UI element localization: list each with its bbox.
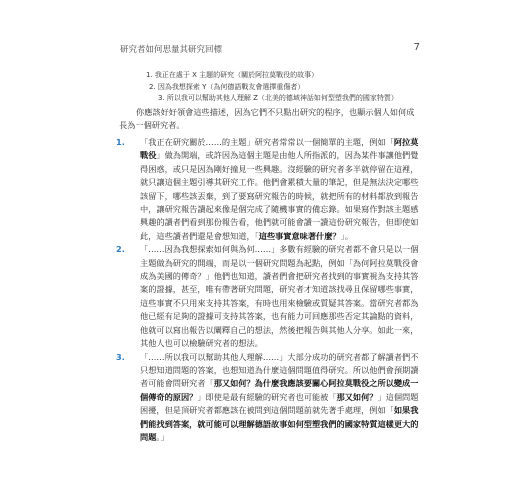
list-item bbox=[116, 243, 420, 350]
emphasized-text: 阿拉莫戰役 bbox=[140, 137, 419, 161]
text-segment: 「我正在研究關於……的主題」研究者常常以一個簡單的主題，例如「 bbox=[140, 137, 394, 147]
step-3: 3. 所以我可以幫助其他人理解 Z（北美的德域神話如何型塑我們的國家特質） bbox=[158, 94, 398, 102]
running-header bbox=[120, 43, 420, 59]
emphasized-text: 這些事實意味著什麼？ bbox=[258, 230, 341, 241]
text-segment: 「……所以我可以幫助其他人理解……」大部分成功的研究者都了解讀者們不只想知道問題的答案，也想知道為什麼這個問題值得研究。所以他們會預期讀者可能會問研究者「 bbox=[140, 351, 419, 389]
list-item-number: 2. bbox=[116, 244, 125, 255]
intro-text: 你應該好好領會這些描述，因為它們不只點出研究的程序，也顯示個人如何成長為一個研究者。 bbox=[119, 107, 415, 131]
list-item-text bbox=[140, 243, 420, 350]
research-steps-list bbox=[146, 70, 406, 105]
emphasized-text: 那又如何？為什麼我應該要關心阿拉莫戰役之所以變成一個傳奇的原因？ bbox=[140, 378, 419, 402]
text-segment: 「……因為我想探索如何與為何……」多數有經驗的研究者都不會只是以一個主題做為研究的開端，而是以一個研究問題為起點，例如「為何阿拉莫戰役會成為美國的傳奇？」他們也知道，讀者們會把研究者找到的事實視為支持其答案的證據，甚至，唯有帶著研究問題，研究者才知道該找尋且保留哪些事實，這些事實不只用來支持其答案，有時也用來檢驗或質疑其答案。當研究者都為他已經有足夠的證據可支持其答案，也有能力可回應那些否定其論點的資料，他就可以寫出報告以闡釋自己的想法，然後把報告與其他人分享。如此一來，其他人也可以檢驗研究者的想法。 bbox=[140, 244, 419, 349]
text-segment: 」即使是最有經驗的研究者也可能被「 bbox=[197, 391, 337, 402]
list-item-number: 1. bbox=[116, 137, 125, 147]
emphasized-text: 那又如何？ bbox=[336, 391, 378, 402]
text-segment: 」這個問題困擾，但是頂研究者都應該在被問到這個問題前就先著手處理，例如「 bbox=[140, 391, 419, 416]
list-item-number: 3. bbox=[116, 351, 125, 362]
list-item-text bbox=[140, 136, 420, 243]
step-2: 2. 因為我想探索 Y（為何德語戰友會選擇重傷者） bbox=[149, 82, 305, 91]
list-item bbox=[116, 351, 420, 445]
list-item bbox=[116, 136, 420, 243]
numbered-list bbox=[116, 136, 420, 444]
emphasized-text: 如果我們能找到答案，就可能可以理解德語故事如何型塑我們的國家特質這樣更大的問題 bbox=[140, 405, 419, 442]
step-1: 1. 我正在處于 X 主題的研究（關於阿拉莫戰役的故事） bbox=[146, 71, 319, 79]
page-number: 7 bbox=[413, 42, 420, 53]
text-segment: 」。 bbox=[340, 230, 353, 241]
text-segment: 。」 bbox=[156, 431, 169, 442]
intro-paragraph bbox=[119, 106, 419, 133]
header-title: 研究者如何思量其研究回標 bbox=[120, 45, 223, 55]
text-segment: 」做為開端，或許因為這個主題是由他人所指派的，因為某件事讓他們覺得困惑，或只是因為剛好撞見一些興趣。沒經驗的研究者多半就停留在這裡，就只讓這個主題引導其研究工作。他們會累積大量的筆記，但是無法決定哪些該留下，哪些該丟棄，到了要寫研究報告的時候，就把所有的材料都放到報告中，讓研究報告讀起來像是個完成了隨機事實的備忘錄。如果寫作對該主題感興趣的讀者們看到那份報告看，他們就可能會讀一讀這份研究報告，但即使如此，這些讀者們還是會想知道，「 bbox=[140, 150, 419, 241]
list-item-text bbox=[140, 351, 420, 445]
